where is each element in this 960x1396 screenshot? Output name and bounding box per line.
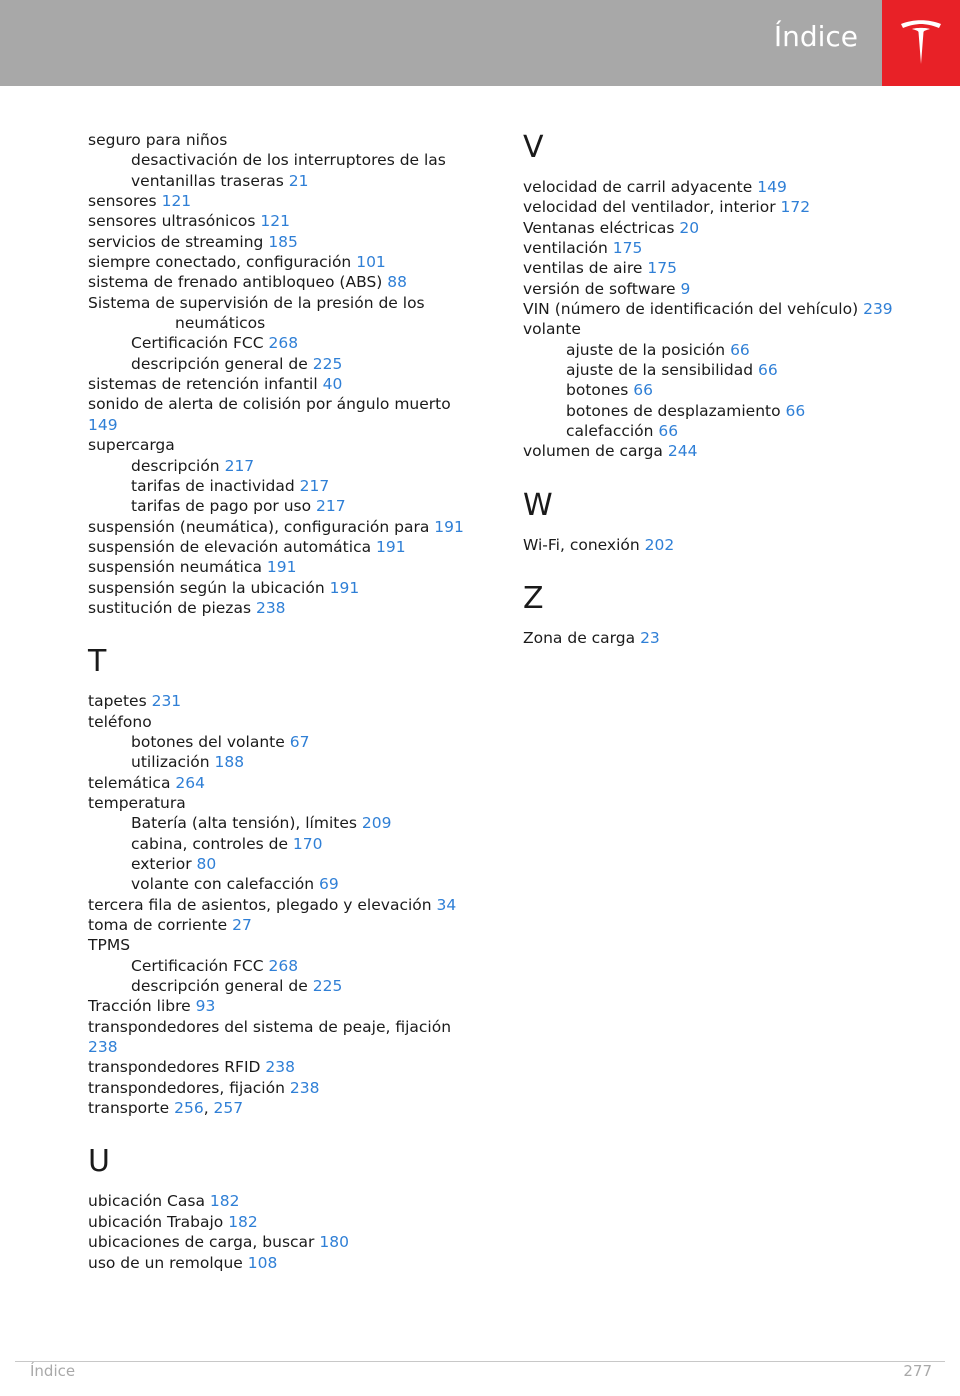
index-entry — [88, 211, 483, 231]
index-entry-text: botones — [566, 381, 629, 400]
index-entry — [88, 1078, 483, 1098]
index-entry — [88, 496, 483, 516]
index-entry — [88, 773, 483, 793]
index-entry-text: Certificación FCC — [131, 956, 264, 975]
index-entry: transporte 256, 257 — [88, 1099, 244, 1118]
index-entry — [88, 813, 483, 833]
page-reference-link[interactable]: 175 — [647, 259, 677, 278]
index-entry — [88, 313, 483, 333]
index-entry — [88, 435, 483, 455]
footer-divider — [15, 1361, 945, 1362]
index-entry — [88, 578, 483, 598]
index-entry — [523, 535, 918, 555]
page-reference-link[interactable]: 238 — [255, 598, 286, 617]
index-entry-text: neumáticos — [175, 314, 266, 333]
index-entry-text: sustitución de piezas — [88, 598, 252, 617]
index-entry — [523, 218, 918, 238]
index-entry-text: ajuste de la sensibilidad — [566, 361, 754, 380]
index-entry-text: Certificación FCC — [131, 334, 264, 353]
page-reference-link[interactable]: 244 — [667, 442, 698, 461]
page-reference-link[interactable]: 231 — [151, 692, 182, 711]
index-entry — [88, 793, 483, 813]
index-entry — [88, 732, 483, 752]
index-entry — [523, 360, 918, 380]
index-entry — [88, 232, 483, 252]
index-entry-text: volumen de carga — [523, 442, 663, 461]
index-entry-text: velocidad de carril adyacente — [523, 178, 753, 196]
index-entry-text: Sistema de supervisión de la presión de los — [88, 293, 425, 312]
page-reference-link[interactable]: 191 — [434, 517, 464, 536]
index-entry-text: transpondedores RFID — [88, 1058, 261, 1077]
index-letter-heading: T — [88, 644, 107, 680]
index-entry-text: ventilación — [523, 239, 608, 258]
page-reference-link[interactable]: 185 — [268, 232, 298, 251]
index-letter-heading: W — [523, 487, 553, 523]
index-entry — [88, 1232, 483, 1252]
index-entry — [88, 252, 483, 272]
index-entry-text: uso de un remolque — [88, 1253, 243, 1272]
index-entry-text: toma de corriente — [88, 916, 228, 935]
index-letter-heading: V — [523, 130, 544, 165]
index-entry — [88, 996, 483, 1016]
index-entry — [88, 915, 483, 935]
page-reference-link[interactable]: 66 — [757, 361, 778, 380]
page-reference-link[interactable]: 238 — [88, 1038, 118, 1057]
page-reference-link[interactable]: 93 — [195, 997, 216, 1016]
index-entry — [523, 299, 918, 319]
index-entry — [523, 197, 918, 217]
index-entry-text: Batería (alta tensión), límites — [131, 814, 357, 833]
brand-logo — [882, 0, 960, 86]
page-reference-link[interactable]: 121 — [260, 212, 290, 231]
page-header — [0, 0, 960, 86]
index-entry-text: ventilas de aire — [523, 259, 643, 278]
footer-page-number: 277 — [903, 1362, 932, 1380]
index-entry — [88, 374, 483, 394]
page-reference-link[interactable]: 66 — [658, 422, 679, 441]
index-entry-text: telemática — [88, 773, 171, 792]
index-entry — [88, 1057, 483, 1077]
index-entry-text: exterior — [131, 855, 192, 873]
page-reference-link[interactable]: 256 — [174, 1099, 204, 1118]
page-reference-link[interactable]: 268 — [268, 334, 299, 353]
index-entry-text: suspensión (neumática), configuración para — [88, 517, 430, 536]
index-entry-text: VIN (número de identificación del vehículo) — [523, 300, 859, 319]
page-reference-link[interactable]: 170 — [292, 834, 323, 853]
index-entry — [88, 476, 483, 496]
index-entry-text: Tracción libre — [88, 997, 191, 1016]
page-reference-link[interactable]: 23 — [640, 629, 660, 648]
index-entry-text: velocidad del ventilador, interior — [523, 198, 776, 217]
index-entry — [523, 340, 918, 360]
page-reference-link[interactable]: 238 — [265, 1058, 295, 1077]
index-entry — [88, 691, 483, 711]
page-reference-link[interactable]: 9 — [680, 279, 691, 298]
index-entry-text: suspensión según la ubicación — [88, 578, 325, 597]
index-entry — [88, 1253, 483, 1273]
index-entry — [88, 354, 483, 374]
page-reference-link[interactable]: 191 — [329, 578, 360, 597]
index-entry — [88, 598, 483, 618]
index-entry-text: sensores — [88, 192, 157, 211]
index-entry — [88, 456, 483, 476]
page-reference-link[interactable]: 66 — [633, 381, 653, 400]
index-entry-text: calefacción — [566, 422, 654, 441]
index-entry — [88, 1212, 483, 1232]
index-entry-text: siempre conectado, configuración — [88, 253, 352, 272]
index-entry-text: TPMS — [88, 936, 131, 955]
index-entry — [88, 191, 483, 211]
index-entry — [88, 537, 483, 557]
index-entry-text: botones del volante — [131, 732, 285, 751]
index-entry-text: botones de desplazamiento — [566, 401, 781, 420]
index-entry-text: sistemas de retención infantil — [88, 375, 318, 394]
index-entry-text: descripción general de — [131, 354, 308, 373]
index-entry — [88, 1017, 483, 1058]
index-entry — [523, 279, 918, 299]
index-column-left — [88, 130, 483, 1273]
page-reference-link[interactable]: 101 — [356, 253, 386, 272]
index-entry — [523, 238, 918, 258]
index-entry-text: seguro para niños — [88, 131, 228, 149]
index-entry-text: volante — [523, 320, 581, 339]
page-reference-link[interactable]: 239 — [863, 300, 893, 319]
index-entry — [523, 258, 918, 278]
page-reference-link[interactable]: 225 — [312, 354, 343, 373]
index-entry — [88, 1191, 483, 1211]
page-reference-link[interactable]: 66 — [785, 401, 806, 420]
index-entry — [88, 517, 483, 537]
index-entry-text: ubicación Casa — [88, 1192, 205, 1211]
index-entry — [88, 956, 483, 976]
index-entry — [88, 130, 483, 150]
index-entry-text: ajuste de la posición — [566, 340, 726, 359]
page-reference-link[interactable]: 80 — [196, 855, 217, 873]
page-reference-link[interactable]: 188 — [214, 753, 245, 772]
index-letter-heading: Z — [523, 581, 544, 617]
index-entry-text: suspensión neumática — [88, 558, 262, 577]
index-entry-text: tarifas de pago por uso — [131, 497, 312, 516]
page-reference-link[interactable]: 20 — [679, 218, 700, 237]
index-entry — [88, 854, 483, 874]
page-reference-link[interactable]: 149 — [88, 415, 118, 434]
index-entry-text: volante con calefacción — [131, 875, 315, 894]
footer-section-label: Índice — [30, 1362, 76, 1380]
page-reference-link[interactable]: 67 — [289, 732, 310, 751]
index-entry-text: transpondedores del sistema de peaje, fijación — [88, 1017, 452, 1036]
page-reference-link[interactable]: 217 — [316, 497, 346, 516]
index-entry — [88, 752, 483, 772]
page-reference-link[interactable]: 264 — [175, 773, 205, 792]
index-entry-text: ubicaciones de carga, buscar — [88, 1233, 315, 1252]
page-reference-link[interactable]: 225 — [312, 977, 343, 996]
index-entry — [523, 319, 918, 339]
page-reference-link[interactable]: 182 — [209, 1192, 240, 1211]
index-entry-text: utilización — [131, 753, 210, 772]
index-entry-text: supercarga — [88, 436, 175, 455]
page-reference-link[interactable]: 180 — [319, 1233, 349, 1252]
page-reference-link[interactable]: 191 — [266, 558, 297, 577]
index-entry-text: descripción general de — [131, 977, 308, 996]
index-entry — [88, 394, 483, 435]
index-entry-text: teléfono — [88, 712, 152, 731]
page-reference-link[interactable]: 69 — [319, 875, 339, 894]
index-entry — [88, 874, 483, 894]
index-letter-heading: U — [88, 1144, 110, 1180]
index-entry-text: tarifas de inactividad — [131, 476, 295, 495]
page-reference-link[interactable]: 175 — [612, 239, 643, 258]
index-column-right — [523, 130, 918, 649]
index-entry — [88, 557, 483, 577]
index-entry — [88, 293, 483, 313]
page-reference-link[interactable]: 34 — [436, 895, 457, 914]
index-entry — [88, 935, 483, 955]
page-reference-link[interactable]: 268 — [268, 956, 299, 975]
index-entry-text: desactivación de los interruptores de las ventanillas traseras — [131, 151, 446, 190]
index-entry-text: descripción — [131, 456, 220, 475]
index-entry — [88, 895, 483, 915]
page-reference-link[interactable]: 21 — [288, 171, 309, 190]
index-entry — [523, 401, 918, 421]
page-reference-link[interactable]: 172 — [780, 198, 811, 217]
index-entry-text: cabina, controles de — [131, 834, 288, 853]
page-reference-link[interactable]: 66 — [730, 340, 750, 359]
page-reference-link[interactable]: 257 — [213, 1099, 244, 1118]
index-entry-text: sistema de frenado antibloqueo (ABS) — [88, 273, 383, 292]
index-entry — [523, 421, 918, 441]
tesla-logo-icon — [899, 18, 943, 66]
page-reference-link[interactable]: 182 — [228, 1212, 258, 1231]
page-reference-link[interactable]: 209 — [361, 814, 392, 833]
page-reference-link[interactable]: 88 — [387, 273, 408, 292]
page-reference-link[interactable]: 121 — [161, 192, 192, 211]
page-reference-link[interactable]: 108 — [247, 1253, 278, 1272]
page-reference-link[interactable]: 238 — [289, 1078, 320, 1097]
index-entry-text: ubicación Trabajo — [88, 1212, 224, 1231]
index-entry-text: tapetes — [88, 692, 147, 711]
page-title: Índice — [773, 20, 858, 53]
index-entry — [523, 177, 918, 197]
index-entry-text: sensores ultrasónicos — [88, 212, 256, 231]
page-reference-link[interactable]: 40 — [322, 375, 343, 394]
index-entry-text: transporte — [88, 1099, 170, 1118]
page-reference-link[interactable]: 217 — [299, 476, 330, 495]
index-entry-text: versión de software — [523, 279, 676, 298]
page-reference-link[interactable]: 202 — [644, 535, 675, 554]
index-entry — [523, 380, 918, 400]
index-entry — [523, 441, 918, 461]
index-entry — [523, 628, 918, 648]
index-entry — [88, 976, 483, 996]
index-entry-text: sonido de alerta de colisión por ángulo muerto — [88, 395, 451, 414]
index-entry-text: temperatura — [88, 793, 186, 812]
index-entry — [88, 834, 483, 854]
index-entry — [88, 150, 483, 191]
index-entry-text: transpondedores, fijación — [88, 1078, 285, 1097]
index-entry — [88, 333, 483, 353]
page-reference-link[interactable]: 217 — [224, 456, 255, 475]
index-entry-text: Zona de carga — [523, 629, 636, 648]
index-entry-text: tercera fila de asientos, plegado y elevación — [88, 895, 432, 914]
page-reference-link[interactable]: 191 — [376, 537, 406, 556]
index-entry — [88, 272, 483, 292]
index-entry-text: suspensión de elevación automática — [88, 537, 372, 556]
index-entry-text: servicios de streaming — [88, 232, 264, 251]
page-reference-link[interactable]: 149 — [757, 178, 787, 196]
index-entry-text: Ventanas eléctricas — [523, 218, 675, 237]
index-entry — [88, 712, 483, 732]
page-reference-link[interactable]: 27 — [232, 916, 252, 935]
index-entry-text: Wi-Fi, conexión — [523, 535, 640, 554]
